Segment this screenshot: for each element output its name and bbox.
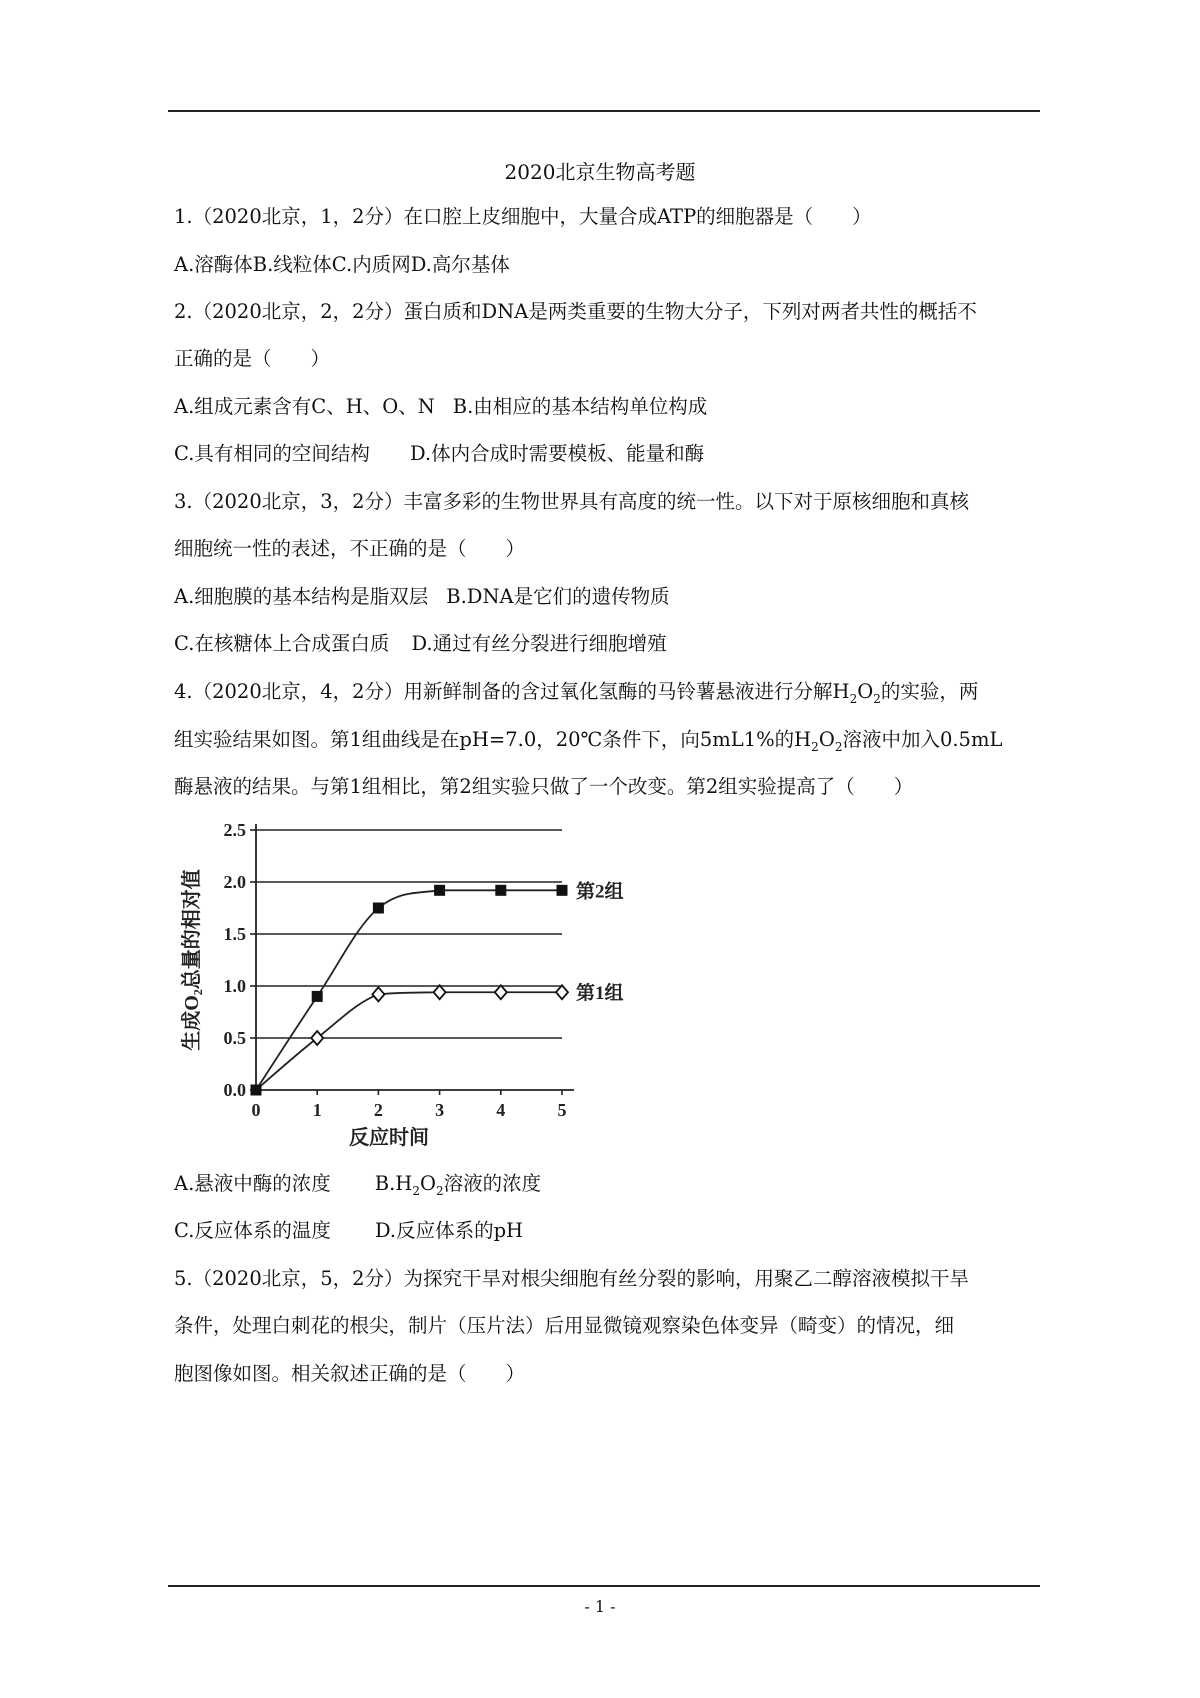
q2-option-a: A.组成元素含有C、H、O、N: [174, 395, 435, 418]
y-tick-label: 2.0: [223, 872, 246, 892]
q2-stem-line2: 正确的是（ ）: [174, 347, 331, 370]
q2-option-b: B.由相应的基本结构单位构成: [452, 395, 708, 418]
data-point-square: [434, 885, 445, 896]
series-label: 第2组: [576, 881, 624, 903]
q4-options-ab: [174, 1170, 541, 1205]
h2o2-formula: $H_2O_2$: [794, 728, 843, 754]
x-tick-label: 2: [373, 1100, 383, 1120]
data-point-square: [373, 903, 384, 914]
q3-options-ab: [174, 583, 670, 611]
q4-option-c: C.反应体系的温度: [174, 1219, 331, 1242]
x-tick-label: 4: [496, 1100, 506, 1120]
q4-option-a: A.悬液中酶的浓度: [174, 1172, 331, 1195]
y-tick-label: 0.5: [223, 1028, 246, 1048]
footer-rule: [168, 1585, 1040, 1587]
data-point-diamond: [556, 985, 568, 999]
data-point-diamond: [372, 987, 384, 1001]
q2-option-c: C.具有相同的空间结构: [174, 442, 370, 465]
q3-stem-line2: 细胞统一性的表述，不正确的是（ ）: [174, 537, 526, 560]
data-point-diamond: [495, 985, 507, 999]
x-tick-label: 1: [312, 1100, 322, 1120]
q1-options: A.溶酶体B.线粒体C.内质网D.高尔基体: [174, 253, 510, 276]
page-number: - 1 -: [584, 1597, 616, 1616]
q3-option-c: C.在核糖体上合成蛋白质: [174, 632, 390, 655]
q4-option-b: $B.H_2O_2$溶液的浓度: [374, 1172, 542, 1198]
q5-stem-line3: 胞图像如图。相关叙述正确的是（ ）: [174, 1362, 526, 1385]
q2-options-ab: [174, 393, 707, 421]
q4-stem-line3: 酶悬液的结果。与第1组相比，第2组实验只做了一个改变。第2组实验提高了（ ）: [174, 775, 914, 798]
y-tick-label: 1.0: [223, 976, 246, 996]
o2-reaction-chart: [172, 808, 632, 1162]
q3-option-a: A.细胞膜的基本结构是脂双层: [174, 585, 429, 608]
data-point-square: [312, 991, 323, 1002]
q3-option-b: B.DNA是它们的遗传物质: [446, 585, 670, 608]
chart-svg: [172, 808, 632, 1158]
q3-stem-line1: 3.（2020北京，3，2分）丰富多彩的生物世界具有高度的统一性。以下对于原核细胞和真核: [174, 490, 970, 513]
q4-options-cd: [174, 1217, 523, 1245]
q4-stem-line2: 组实验结果如图。第1组曲线是在pH=7.0，20℃条件下，向5mL1%的$H_2O_2$溶液中加入0.5mL: [174, 728, 1003, 754]
header-rule: [168, 110, 1040, 112]
h2o2-formula: $H_2O_2$: [832, 680, 881, 706]
q2-stem-line1: 2.（2020北京，2，2分）蛋白质和DNA是两类重要的生物大分子，下列对两者共性的概括不: [174, 300, 977, 323]
x-tick-label: 5: [557, 1100, 567, 1120]
q2-option-d: D.体内合成时需要模板、能量和酶: [409, 442, 705, 465]
x-tick-label: 3: [435, 1100, 445, 1120]
y-tick-label: 1.5: [223, 924, 246, 944]
y-tick-label: 2.5: [223, 820, 246, 840]
q4-option-d: D.反应体系的pH: [374, 1219, 524, 1242]
y-axis-label: 生成O₂总量的相对值: [181, 869, 203, 1051]
q3-options-cd: [174, 630, 667, 658]
data-point-diamond: [311, 1031, 323, 1045]
q5-stem-line1: 5.（2020北京，5，2分）为探究干旱对根尖细胞有丝分裂的影响，用聚乙二醇溶液模拟干旱: [174, 1267, 970, 1290]
q3-option-d: D.通过有丝分裂进行细胞增殖: [411, 632, 667, 655]
series-label: 第1组: [576, 983, 624, 1005]
data-point-diamond: [434, 985, 446, 999]
x-tick-label: 0: [251, 1100, 261, 1120]
series-line: [256, 992, 562, 1090]
data-point-square: [557, 885, 568, 896]
q5-stem-line2: 条件，处理白刺花的根尖，制片（压片法）后用显微镜观察染色体变异（畸变）的情况，细: [174, 1314, 955, 1337]
series-line: [256, 890, 562, 1090]
data-point-origin: [251, 1085, 262, 1096]
q4-stem-line1: 4.（2020北京，4，2分）用新鲜制备的含过氧化氢酶的马铃薯悬液进行分解$H_2O_2$的实验，两: [174, 680, 979, 706]
q1-stem: 1.（2020北京，1，2分）在口腔上皮细胞中，大量合成ATP的细胞器是（ ）: [174, 205, 872, 228]
q2-options-cd: [174, 440, 704, 468]
page-title: 2020北京生物高考题: [504, 160, 696, 184]
x-axis-label: 反应时间: [349, 1127, 429, 1149]
y-tick-label: 0.0: [223, 1080, 246, 1100]
data-point-square: [495, 885, 506, 896]
